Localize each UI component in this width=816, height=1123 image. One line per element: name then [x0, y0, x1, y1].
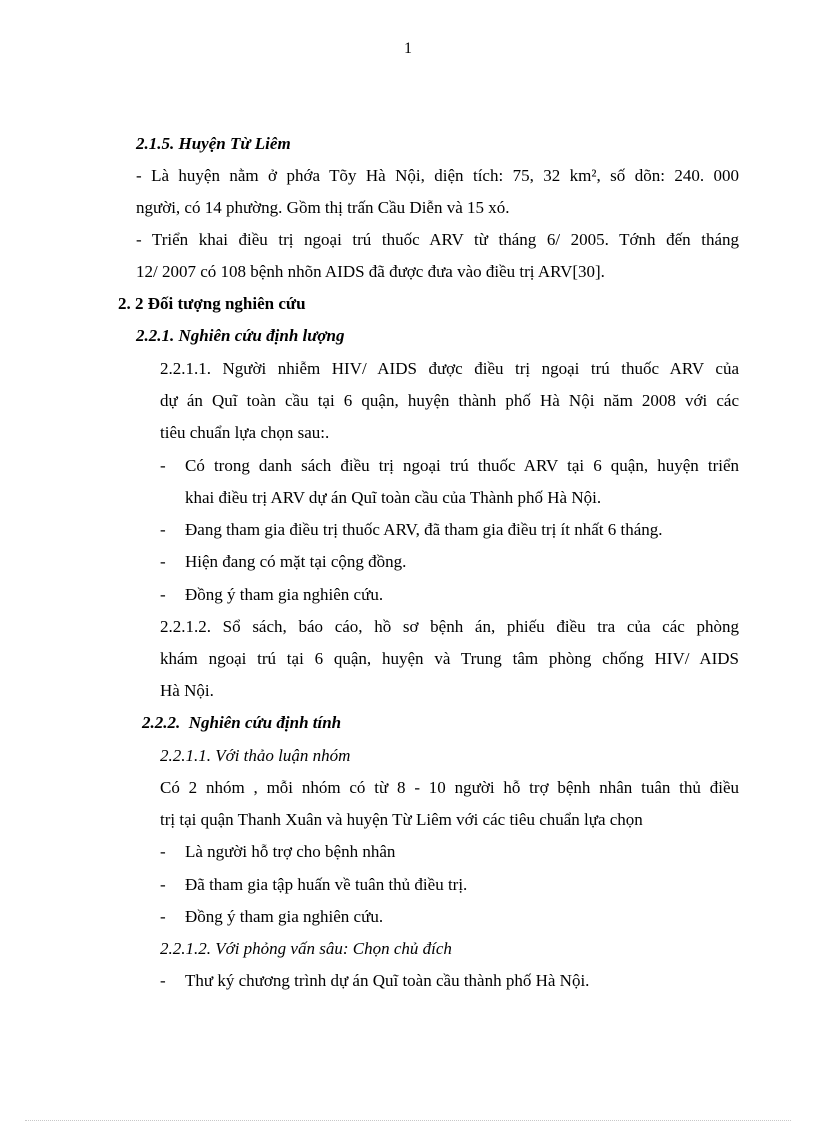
paragraph-line: - Là huyện nằm ở phớa Tõy Hà Nội, diện tích: 75, 32 km², số dõn: 240. 000 — [136, 166, 739, 185]
subheading-in-depth-interview: 2.2.1.2. Với phỏng vấn sâu: Chọn chủ đích — [160, 939, 452, 958]
heading-2-2: 2. 2 Đối tượng nghiên cứu — [118, 294, 306, 313]
list-item: Đồng ý tham gia nghiên cứu. — [185, 585, 384, 604]
paragraph-line: trị tại quận Thanh Xuân và huyện Từ Liêm với các tiêu chuẩn lựa chọn — [160, 810, 643, 829]
heading-2-2-2: 2.2.2. Nghiên cứu định tính — [142, 713, 342, 732]
bullet-dash: - — [160, 971, 166, 990]
bullet-dash: - — [160, 907, 166, 926]
subheading-group-discussion: 2.2.1.1. Với thảo luận nhóm — [160, 746, 351, 765]
bullet-dash: - — [160, 875, 166, 894]
list-item: Đã tham gia tập huấn về tuân thủ điều trị. — [185, 875, 468, 894]
paragraph-line: Hà Nội. — [160, 681, 214, 700]
page-number: 1 — [404, 40, 412, 57]
bullet-dash: - — [160, 456, 166, 475]
list-item: Có trong danh sách điều trị ngoại trú thuốc ARV tại 6 quận, huyện triển — [185, 456, 739, 475]
list-item-continuation: khai điều trị ARV dự án Quĩ toàn cầu của Thành phố Hà Nội. — [185, 488, 602, 507]
paragraph-line: khám ngoại trú tại 6 quận, huyện và Trung tâm phòng chống HIV/ AIDS — [160, 649, 739, 668]
bullet-dash: - — [160, 585, 166, 604]
bullet-dash: - — [160, 842, 166, 861]
paragraph-line: - Triển khai điều trị ngoại trú thuốc ARV từ tháng 6/ 2005. Tớnh đến tháng — [136, 230, 739, 249]
list-item: Đang tham gia điều trị thuốc ARV, đã tham gia điều trị ít nhất 6 tháng. — [185, 520, 663, 539]
paragraph-line: 2.2.1.2. Sổ sách, báo cáo, hồ sơ bệnh án, phiếu điều tra của các phòng — [160, 617, 739, 636]
list-item: Hiện đang có mặt tại cộng đồng. — [185, 552, 407, 571]
bullet-dash: - — [160, 520, 166, 539]
paragraph-line: dự án Quĩ toàn cầu tại 6 quận, huyện thành phố Hà Nội năm 2008 với các — [160, 391, 739, 410]
paragraph-line: Có 2 nhóm , mỗi nhóm có từ 8 - 10 người hỗ trợ bệnh nhân tuân thủ điều — [160, 778, 739, 797]
list-item: Là người hỗ trợ cho bệnh nhân — [185, 842, 396, 861]
heading-2-1-5: 2.1.5. Huyện Từ Liêm — [136, 134, 291, 153]
list-item: Đồng ý tham gia nghiên cứu. — [185, 907, 384, 926]
paragraph-line: tiêu chuẩn lựa chọn sau:. — [160, 423, 330, 442]
paragraph-line: người, có 14 phường. Gồm thị trấn Cầu Diễn và 15 xó. — [136, 198, 510, 217]
heading-2-2-1: 2.2.1. Nghiên cứu định lượng — [136, 326, 345, 345]
bullet-dash: - — [160, 552, 166, 571]
list-item: Thư ký chương trình dự án Quĩ toàn cầu thành phố Hà Nội. — [185, 971, 590, 990]
paragraph-line: 2.2.1.1. Người nhiễm HIV/ AIDS được điều trị ngoại trú thuốc ARV của — [160, 359, 739, 378]
page-bottom-border — [25, 1120, 791, 1121]
paragraph-line: 12/ 2007 có 108 bệnh nhõn AIDS đã được đưa vào điều trị ARV[30]. — [136, 262, 605, 281]
